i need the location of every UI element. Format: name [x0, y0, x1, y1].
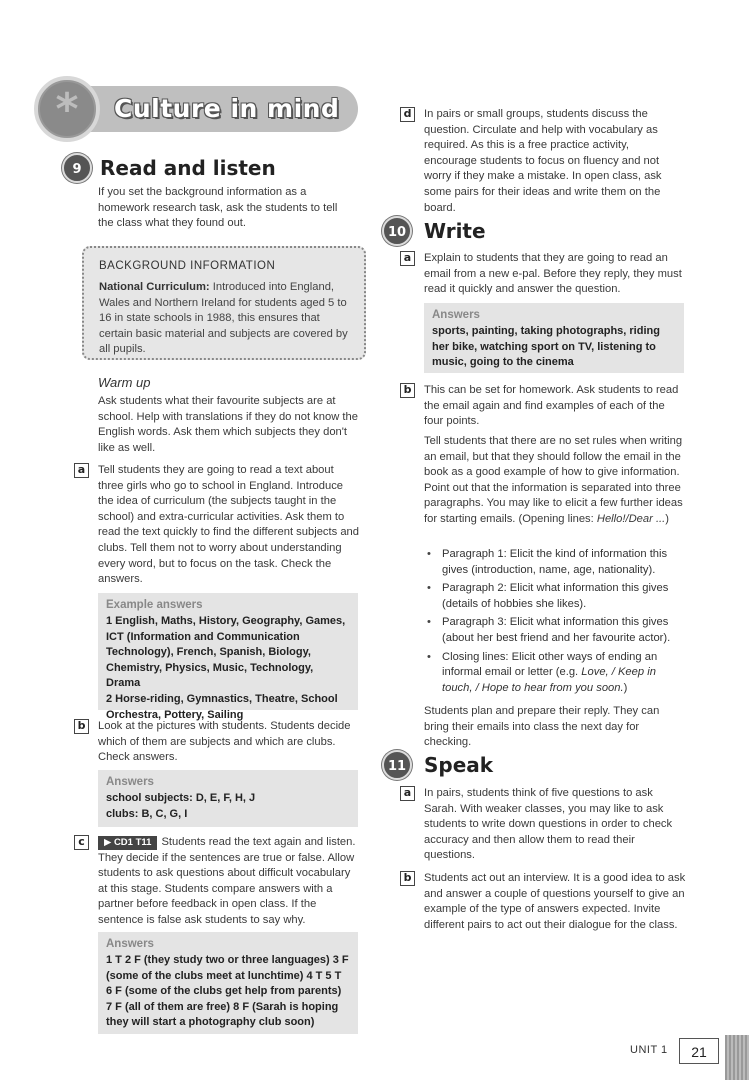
task-10a-answers: sports, painting, taking photographs, riding her bike, watching sport on TV, listening to music, going to the cinema: [432, 325, 660, 369]
bullet-item: • Closing lines: Elicit other ways of ending an informal email or letter (e.g. Love, / Keep in touch, / Hope to hear from you soon.): [424, 650, 686, 697]
task-label-d: d: [400, 107, 415, 122]
task-c-answers: 1 T 2 F (they study two or three languages) 3 F (some of the clubs meet at lunchtime) 4 T 5 T 6 F (some of the clubs get help from parents) 7 F (all of them are free) 8 F (Sarah is hoping they will start a photography club soon): [106, 954, 349, 1029]
task-11b-text: Students act out an interview. It is a good idea to ask and answer a couple of questions yourself to give an example of the type of answers expected. Invite different pairs to act out their dialogue for the class.: [424, 872, 686, 931]
section-number-9: 9: [62, 153, 92, 183]
task-10a-answers-box: [424, 303, 684, 373]
section-number-10: 10: [382, 216, 412, 246]
example-answers-1: 1 English, Maths, History, Geography, Games, ICT (Information and Communication Technology), French, Spanish, Biology, Chemistry, Physics, Music, Technology, Drama: [106, 615, 346, 690]
task-a-text: Tell students they are going to read a text about three girls who go to school in England. Introduce the idea of curriculum (the subjects taught in the school) and extra-curricular activities. Ask them to read the text quickly to find the different subjects and clubs. Tell them not to worry about understanding every word, but to focus on the task. Check the answers.: [98, 464, 359, 586]
warm-up-heading: Warm up: [98, 375, 151, 390]
task-b-answers-heading: Answers: [106, 776, 154, 788]
task-b-answers-box: [98, 770, 358, 827]
task-10b-text: This can be set for homework. Ask students to read the email again and find examples of each of the four points.: [424, 384, 679, 428]
section-title-read-and-listen: Read and listen: [100, 156, 276, 180]
bullet-item: • Paragraph 1: Elicit the kind of information this gives (introduction, name, age, nationality).: [424, 547, 686, 578]
task-b-text: Look at the pictures with students. Students decide which of them are subjects and which are clubs. Check answers.: [98, 720, 351, 764]
section-title-speak: Speak: [424, 753, 494, 777]
task-11a-text: In pairs, students think of five questions to ask Sarah. With weaker classes, you may like to ask students to write down questions in order to check accuracy and then allow them to read their questions.: [424, 787, 673, 862]
task-10-label-b: b: [400, 383, 415, 398]
task-b-answer-2: clubs: B, C, G, I: [106, 807, 188, 820]
background-text: National Curriculum: Introduced into England, Wales and Northern Ireland for students aged 5 to 16 in state schools in 1988, this ensures that certain basic material and subjects are covered by all pupils.: [99, 281, 348, 356]
task-c-answers-heading: Answers: [106, 938, 154, 950]
footer-unit-label: UNIT 1: [630, 1044, 668, 1056]
audio-track-badge[interactable]: ▶ CD1 T11: [98, 836, 157, 850]
task-b-answer-1: school subjects: D, E, F, H, J: [106, 792, 256, 804]
task-label-c: c: [74, 835, 89, 850]
task-10a-answers-heading: Answers: [432, 309, 480, 321]
task-label-a: a: [74, 463, 89, 478]
task-d-text: In pairs or small groups, students discuss the question. Circulate and help with vocabulary as required. As this is a free practice activity, encourage students to focus on fluency and not worry if they make a mistake. In open class, ask some pairs for their ideas and write them on the board.: [424, 108, 662, 214]
task-10a-text: Explain to students that they are going to read an email from a new e-pal. Before they reply, they must read it quickly and answer the question.: [424, 252, 682, 296]
bullet-item: • Paragraph 3: Elicit what information this gives (about her best friend and her favourite actor).: [424, 615, 686, 646]
background-heading: BACKGROUND INFORMATION: [99, 260, 276, 272]
background-information-box: [82, 246, 366, 360]
warm-up-text: Ask students what their favourite subjects are at school. Help with translations if they do not know the English words. Ask them which subjects they don't like as well.: [98, 395, 358, 454]
example-answers-2: 2 Horse-riding, Gymnastics, Theatre, School Orchestra, Pottery, Sailing: [106, 692, 338, 721]
section-title-write: Write: [424, 219, 486, 243]
task-11-label-a: a: [400, 786, 415, 801]
task-c-text: ▶ CD1 T11 Students read the text again and listen. They decide if the sentences are true or false. Allow students to ask questions about difficult vocabulary at this stage. Students compare answers with a partner before feedback in open class. If the sentence is false ask students to say why.: [98, 836, 356, 926]
page-number: 21: [679, 1038, 719, 1064]
task-c-answers-box: [98, 932, 358, 1034]
task-label-b: b: [74, 719, 89, 734]
bullet-item: • Paragraph 2: Elicit what information this gives (details of hobbies she likes).: [424, 581, 686, 612]
example-answers-heading: Example answers: [106, 599, 203, 611]
task-11-label-b: b: [400, 871, 415, 886]
task-10b-plan-text: Students plan and prepare their reply. They can bring their emails into class the next day for checking.: [424, 705, 660, 749]
task-10b-text-2: Tell students that there are no set rules when writing an email, but that they should follow the email in the book as a good example of how to give information. Point out that the information is separated into three paragraphs. You may like to elicit a few further ideas for starting emails. (Opening lines: Hello!/Dear ...): [424, 435, 683, 525]
page-edge-strip: [725, 1035, 749, 1080]
section-9-intro: If you set the background information as a homework research task, ask the students to tell the class what they found out.: [98, 186, 338, 230]
paragraph-bullets: [424, 547, 686, 699]
banner-emblem-icon: *: [34, 76, 100, 142]
section-number-11: 11: [382, 750, 412, 780]
example-answers-box: [98, 593, 358, 721]
banner-title: Culture in mind: [114, 94, 340, 123]
task-10-label-a: a: [400, 251, 415, 266]
